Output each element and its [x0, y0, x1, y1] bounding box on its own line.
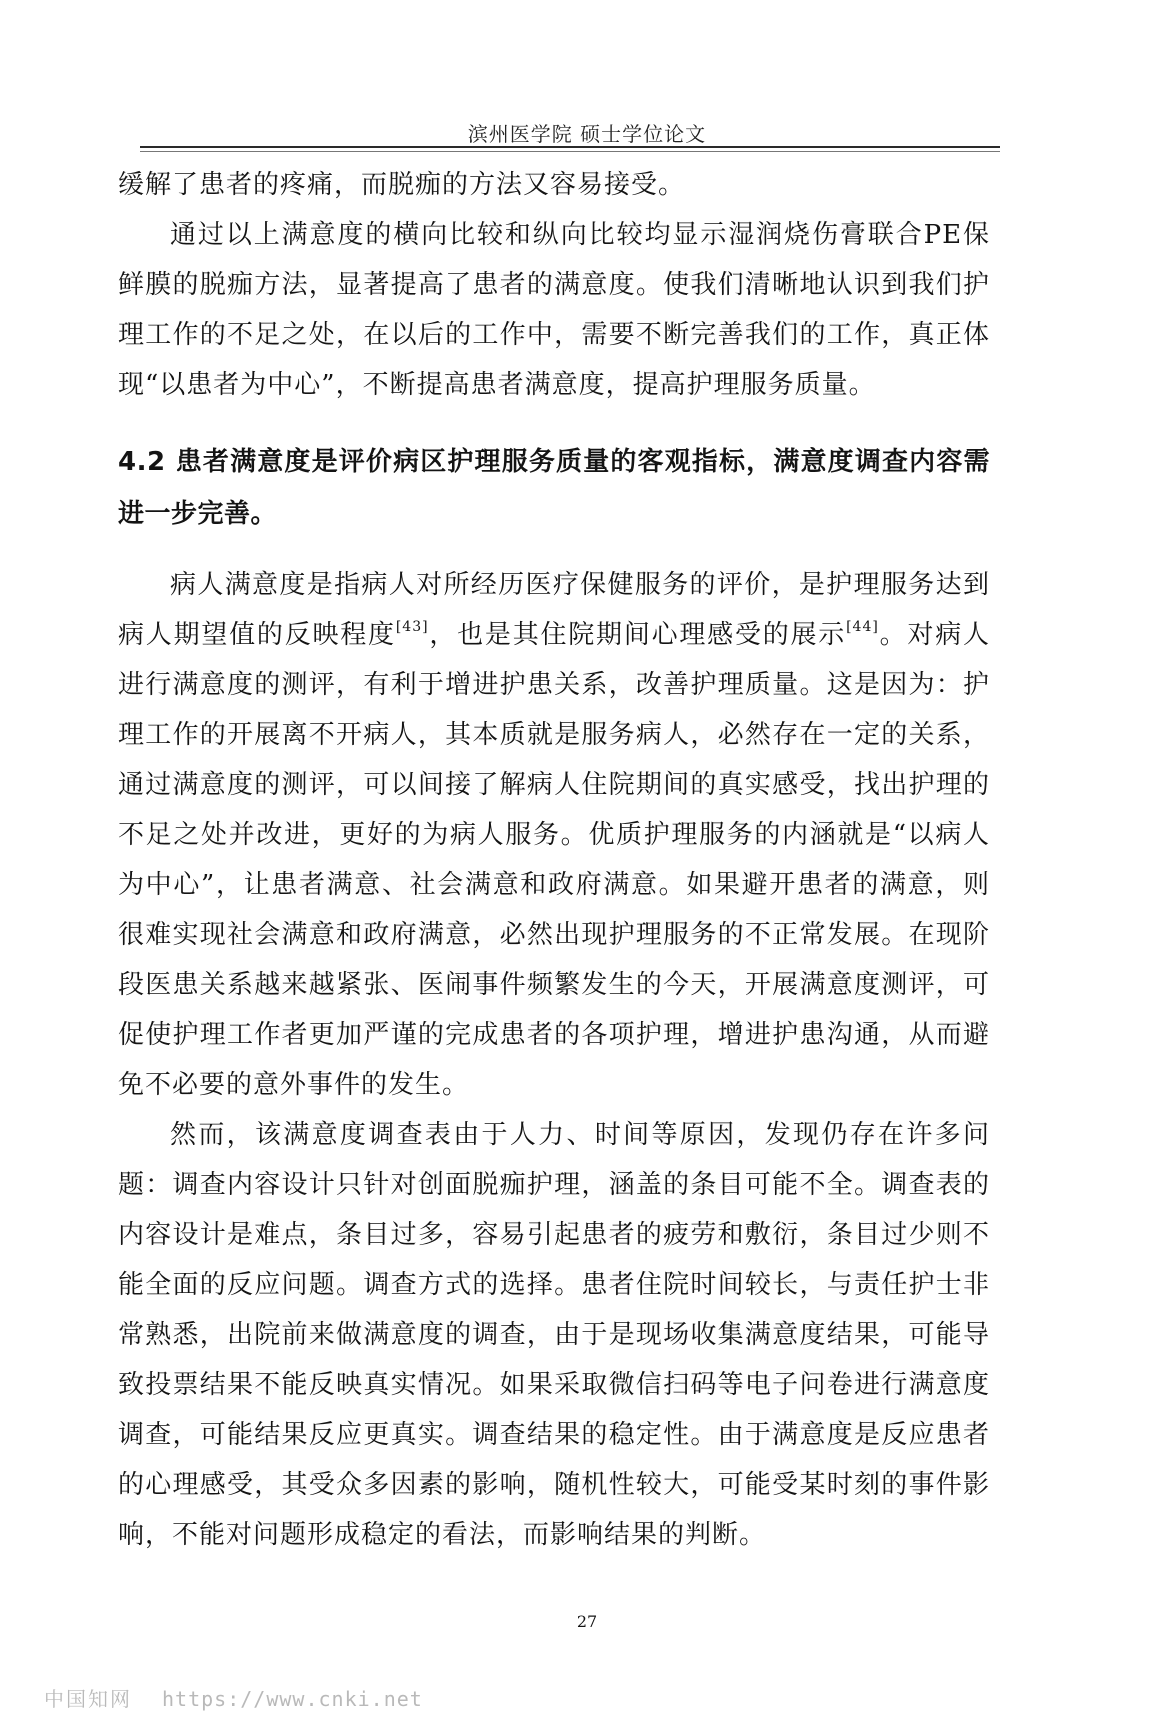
page-number: 27: [576, 1612, 598, 1631]
paragraph-text: 。对病人进行满意度的测评，有利于增进护患关系，改善护理质量。这是因为：护理工作的开展离不开病人，其本质就是服务病人，必然存在一定的关系，通过满意度的测评，可以间接了解病人住院期间的真实感受，找出护理的不足之处并改进，更好的为病人服务。优质护理服务的内涵就是“以病人为中心”，让患者满意、社会满意和政府满意。如果避开患者的满意，则很难实现社会满意和政府满意，必然出现护理服务的不正常发展。在现阶段医患关系越来越紧张、医闹事件频繁发生的今天，开展满意度测评，可促使护理工作者更加严谨的完成患者的各项护理，增进护患沟通，从而避免不必要的意外事件的发生。: [118, 620, 990, 1100]
paragraph-continuation: 缓解了患者的疼痛，而脱痂的方法又容易接受。: [118, 170, 686, 200]
citation-43: [43]: [395, 619, 429, 635]
section-heading-4-2: 4.2 患者满意度是评价病区护理服务质量的客观指标，满意度调查内容需进一步完善。: [118, 447, 990, 529]
header-rule-thin: [140, 151, 1000, 152]
paragraph-satisfaction-definition: [118, 560, 990, 1110]
paragraph-text: 病人满意度是指病人对所经历医疗保健服务的评价，是护理服务达到病人期望值的反映程度: [118, 570, 990, 650]
page-body: [118, 160, 990, 1560]
paragraph-text: ，也是其住院期间心理感受的展示: [428, 620, 847, 650]
cnki-watermark: [44, 1683, 423, 1712]
paragraph-comparison-summary: 通过以上满意度的横向比较和纵向比较均显示湿润烧伤膏联合PE保鲜膜的脱痂方法，显著提高了患者的满意度。使我们清晰地认识到我们护理工作的不足之处，在以后的工作中，需要不断完善我们的工作，真正体现“以患者为中心”，不断提高患者满意度，提高护理服务质量。: [118, 220, 990, 400]
citation-44: [44]: [846, 619, 879, 635]
running-header: 滨州医学院 硕士学位论文: [467, 122, 707, 146]
watermark-url: https://www.cnki.net: [162, 1687, 423, 1711]
header-rule: [140, 146, 1000, 148]
paragraph-survey-limitations: 然而，该满意度调查表由于人力、时间等原因，发现仍存在许多问题：调查内容设计只针对创面脱痂护理，涵盖的条目可能不全。调查表的内容设计是难点，条目过多，容易引起患者的疲劳和敷衍，条目过少则不能全面的反应问题。调查方式的选择。患者住院时间较长，与责任护士非常熟悉，出院前来做满意度的调查，由于是现场收集满意度结果，可能导致投票结果不能反映真实情况。如果采取微信扫码等电子问卷进行满意度调查，可能结果反应更真实。调查结果的稳定性。由于满意度是反应患者的心理感受，其受众多因素的影响，随机性较大，可能受某时刻的事件影响，不能对问题形成稳定的看法，而影响结果的判断。: [118, 1120, 990, 1550]
watermark-brand: 中国知网: [44, 1687, 132, 1711]
